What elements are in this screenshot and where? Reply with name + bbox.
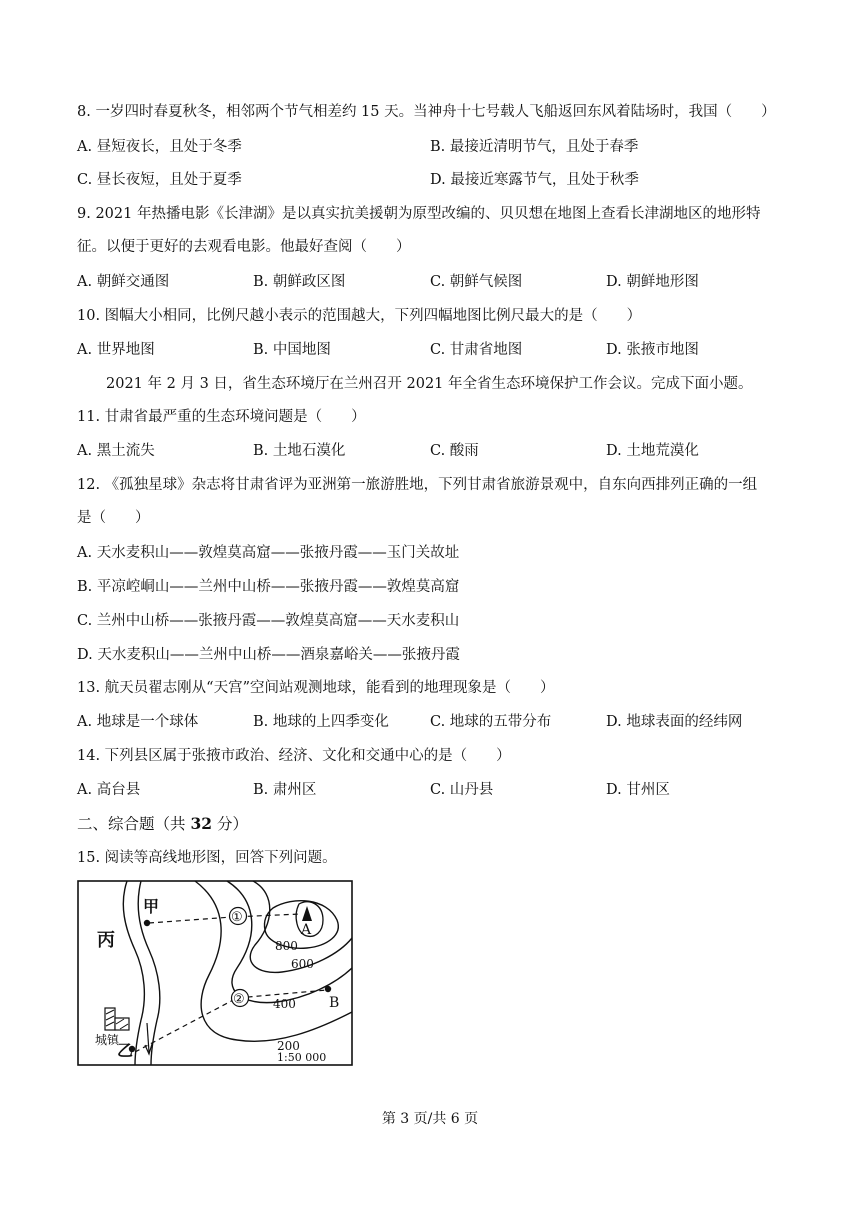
q12-option-a: A. 天水麦积山——敦煌莫高窟——张掖丹霞——玉门关故址 [77,545,460,561]
q12-stem-line1: 12. 《孤独星球》杂志将甘肃省评为亚洲第一旅游胜地，下列甘肃省旅游景观中，自东向西排列正确的一组 [77,477,758,493]
q10-option-b: B. 中国地图 [253,342,331,358]
contour-map [77,880,353,1066]
label-contour-200: 200 [277,1039,300,1053]
q12-stem-line2: 是（ ） [77,510,150,526]
label-contour-600: 600 [291,957,314,971]
q13-option-d: D. 地球表面的经纬网 [606,714,743,730]
q8-option-c: C. 昼长夜短，且处于夏季 [77,172,242,188]
label-contour-800: 800 [275,939,298,953]
q13-option-c: C. 地球的五带分布 [430,714,552,730]
label-scale: 1:50 000 [277,1051,327,1064]
q9-option-a: A. 朝鲜交通图 [77,274,170,290]
q13-stem: 13. 航天员翟志刚从“天宫”空间站观测地球，能看到的地理现象是（ ） [77,680,555,696]
q12-option-c: C. 兰州中山桥——张掖丹霞——敦煌莫高窟——天水麦积山 [77,613,460,629]
label-bing: 丙 [97,930,115,951]
q11-option-d: D. 土地荒漠化 [606,443,699,459]
q15-stem-text: 15. 阅读等高线地形图，回答下列问题。 [77,850,337,866]
q10-stem: 10. 图幅大小相同，比例尺越小表示的范围越大，下列四幅地图比例尺最大的是（ ） [77,308,642,324]
label-circle-1: ① [231,910,243,925]
q14-option-a: A. 高台县 [77,782,141,798]
point-b [325,986,331,992]
section-heading-suffix: 分） [212,815,248,833]
material-intro: 2021 年 2 月 3 日，省生态环境厅在兰州召开 2021 年全省生态环境保护工作会议。完成下面小题。 [106,376,753,392]
q8-option-b: B. 最接近清明节气，且处于春季 [430,139,639,155]
q8-stem: 8. 一岁四时春夏秋冬，相邻两个节气相差约 15 天。当神舟十七号载人飞船返回东风着陆场时，我国（ ） [77,104,776,120]
q11-option-c: C. 酸雨 [430,443,479,459]
q11-stem: 11. 甘肃省最严重的生态环境问题是（ ） [77,409,366,425]
q14-option-b: B. 肃州区 [253,782,317,798]
label-jia: 甲 [143,897,160,916]
point-jia [144,920,150,926]
label-point-b: B [329,995,340,1011]
q10-option-a: A. 世界地图 [77,342,155,358]
q13-option-a: A. 地球是一个球体 [77,714,199,730]
label-contour-400: 400 [273,997,296,1011]
label-yi: 乙 [117,1041,134,1060]
label-circle-2: ② [233,992,245,1007]
q11-option-a: A. 黑土流失 [77,443,155,459]
q11-option-b: B. 土地石漠化 [253,443,346,459]
map-frame [78,881,352,1065]
q12-option-b: B. 平凉崆峒山——兰州中山桥——张掖丹霞——敦煌莫高窟 [77,579,460,595]
q9-stem-line2: 征。以便于更好的去观看电影。他最好查阅（ ） [77,239,411,255]
label-peak-a: A [301,922,312,938]
q13-option-b: B. 地球的上四季变化 [253,714,389,730]
q14-stem: 14. 下列县区属于张掖市政治、经济、文化和交通中心的是（ ） [77,748,511,764]
q8-option-d: D. 最接近寒露节气，且处于秋季 [430,172,639,188]
section-heading [77,814,248,834]
section-points: 32 [190,814,213,833]
q8-option-a: A. 昼短夜长，且处于冬季 [77,139,242,155]
q10-option-c: C. 甘肃省地图 [430,342,523,358]
q12-option-d: D. 天水麦积山——兰州中山桥——酒泉嘉峪关——张掖丹霞 [77,647,460,663]
q9-option-d: D. 朝鲜地形图 [606,274,699,290]
label-town: 城镇 [95,1033,120,1047]
section-heading-prefix: 二、综合题（共 [77,815,191,833]
page-footer: 第 3 页/共 6 页 [381,1111,479,1127]
q14-option-d: D. 甘州区 [606,782,670,798]
q9-stem-line1: 9. 2021 年热播电影《长津湖》是以真实抗美援朝为原型改编的、贝贝想在地图上查看长津湖地区的地形特 [77,206,761,222]
q10-option-d: D. 张掖市地图 [606,342,699,358]
q9-option-c: C. 朝鲜气候图 [430,274,523,290]
q14-option-c: C. 山丹县 [430,782,494,798]
q9-option-b: B. 朝鲜政区图 [253,274,346,290]
